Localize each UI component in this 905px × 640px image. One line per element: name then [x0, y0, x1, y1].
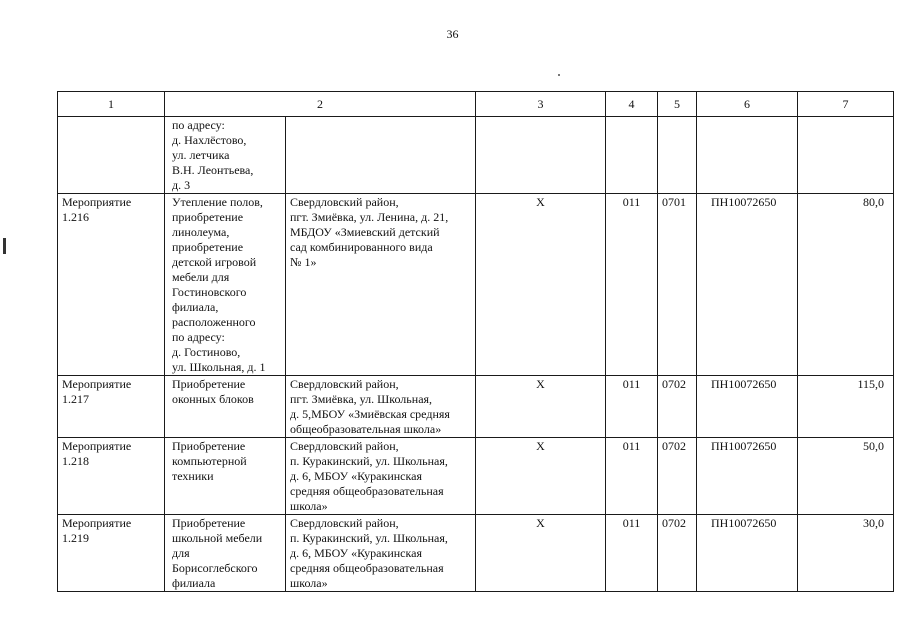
col6-cell: ПН10072650 — [697, 194, 798, 376]
col5-cell: 0702 — [658, 438, 697, 515]
measure-cell: Мероприятие 1.217 — [58, 376, 165, 438]
page-number: 36 — [446, 27, 459, 41]
measure-cell: Мероприятие 1.218 — [58, 438, 165, 515]
table-row — [58, 376, 894, 438]
col7-cell: 115,0 — [798, 376, 894, 438]
address-cell: Свердловский район, пгт. Змиёвка, ул. Школьная, д. 5,МБОУ «Змиёвская средняя общеобразовательная школа» — [286, 376, 476, 438]
col3-cell: X — [476, 515, 606, 592]
header-cell-3: 3 — [476, 92, 606, 117]
col3-cell: X — [476, 438, 606, 515]
col3-cell: X — [476, 376, 606, 438]
col6-cell: ПН10072650 — [697, 515, 798, 592]
table-row — [58, 194, 894, 376]
description-cell: Приобретение школьной мебели для Борисоглебского филиала — [165, 515, 286, 592]
col3-cell — [476, 117, 606, 194]
col7-cell: 30,0 — [798, 515, 894, 592]
description-cell: Приобретение оконных блоков — [165, 376, 286, 438]
continuation-row — [58, 117, 894, 194]
header-cell-2: 2 — [165, 92, 476, 117]
address-cell: Свердловский район, пгт. Змиёвка, ул. Ленина, д. 21, МБДОУ «Змиевский детский сад комбинированного вида № 1» — [286, 194, 476, 376]
col6-cell — [697, 117, 798, 194]
col7-cell: 50,0 — [798, 438, 894, 515]
col5-cell: 0702 — [658, 515, 697, 592]
header-cell-1: 1 — [58, 92, 165, 117]
header-cell-7: 7 — [798, 92, 894, 117]
scan-edge-mark — [3, 238, 6, 254]
col5-cell: 0701 — [658, 194, 697, 376]
col4-cell — [606, 117, 658, 194]
description-cell: Приобретение компьютерной техники — [165, 438, 286, 515]
col3-cell: X — [476, 194, 606, 376]
table-row — [58, 515, 894, 592]
col4-cell: 011 — [606, 438, 658, 515]
col7-cell: 80,0 — [798, 194, 894, 376]
address-cell — [286, 117, 476, 194]
measure-cell — [58, 117, 165, 194]
header-cell-5: 5 — [658, 92, 697, 117]
header-cell-6: 6 — [697, 92, 798, 117]
col5-cell — [658, 117, 697, 194]
col6-cell: ПН10072650 — [697, 376, 798, 438]
measure-cell: Мероприятие 1.219 — [58, 515, 165, 592]
col5-cell: 0702 — [658, 376, 697, 438]
header-cell-4: 4 — [606, 92, 658, 117]
table-row — [58, 438, 894, 515]
col4-cell: 011 — [606, 376, 658, 438]
address-cell: Свердловский район, п. Куракинский, ул. Школьная, д. 6, МБОУ «Куракинская средняя общеобразовательная школа» — [286, 438, 476, 515]
measures-table — [57, 91, 894, 592]
description-cell: Утепление полов, приобретение линолеума, приобретение детской игровой мебели для Гостиновского филиала, расположенного по адресу: д. Гостиново, ул. Школьная, д. 1 — [165, 194, 286, 376]
col4-cell: 011 — [606, 194, 658, 376]
scan-speck — [558, 74, 560, 76]
measure-cell: Мероприятие 1.216 — [58, 194, 165, 376]
description-cell: по адресу: д. Нахлёстово, ул. летчика В.Н. Леонтьева, д. 3 — [165, 117, 286, 194]
col4-cell: 011 — [606, 515, 658, 592]
header-row — [58, 92, 894, 117]
address-cell: Свердловский район, п. Куракинский, ул. Школьная, д. 6, МБОУ «Куракинская средняя общеобразовательная школа» — [286, 515, 476, 592]
col7-cell — [798, 117, 894, 194]
col6-cell: ПН10072650 — [697, 438, 798, 515]
